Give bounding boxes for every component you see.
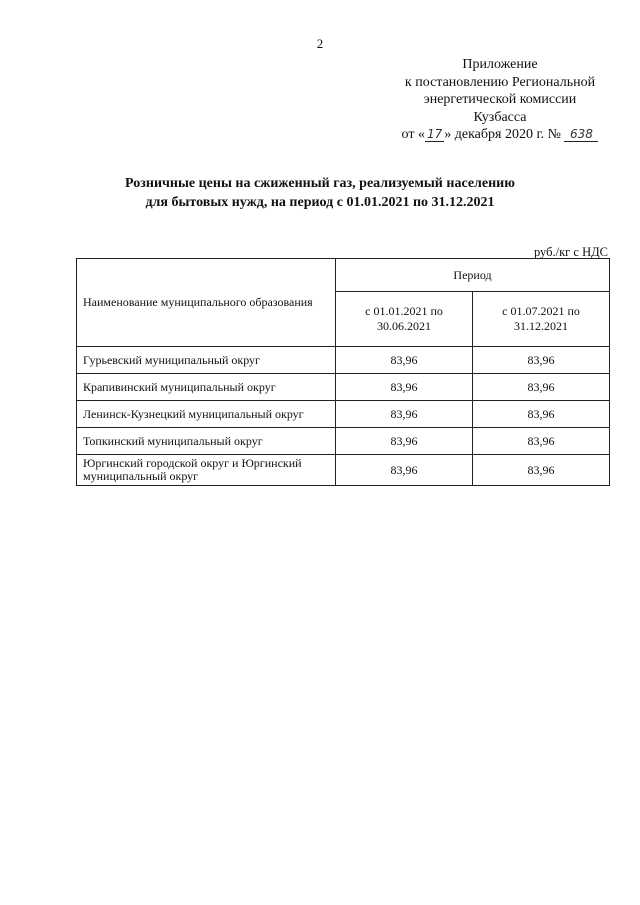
appendix-date-line [380,126,620,144]
row-name: Ленинск-Кузнецкий муниципальный округ [77,401,336,428]
page-number: 2 [316,36,324,51]
appendix-line-1: Приложение [462,57,538,72]
appendix-line-4: Кузбасса [473,109,527,125]
appendix-line-3: энергетической комиссии [423,92,577,107]
row-value-1: 83,96 [336,401,473,428]
header-period: Период [336,259,610,292]
row-value-2: 83,96 [473,347,610,374]
table-row [77,428,610,455]
table-header-row [77,259,610,292]
table-row [77,455,610,486]
handwritten-day: 17 [426,127,443,141]
handwritten-doc-number: 638 [564,128,598,142]
row-name: Юргинский городской округ и Юргинский муниципальный округ [77,455,336,486]
row-name: Топкинский муниципальный округ [77,428,336,455]
row-value-1: 83,96 [336,347,473,374]
table-row [77,374,610,401]
row-name: Крапивинский муниципальный округ [77,374,336,401]
header-period-1: с 01.01.2021 по 30.06.2021 [336,292,473,347]
units-label: руб./кг с НДС [533,245,608,259]
row-value-2: 83,96 [473,401,610,428]
table-row [77,347,610,374]
prices-table [76,258,610,486]
row-value-1: 83,96 [336,455,473,486]
row-value-2: 83,96 [473,455,610,486]
row-value-1: 83,96 [336,374,473,401]
table-row [77,401,610,428]
title-line-2: для бытовых нужд, на период с 01.01.2021 по 31.12.2021 [145,195,495,210]
row-name: Гурьевский муниципальный округ [77,347,336,374]
row-value-2: 83,96 [473,374,610,401]
row-value-2: 83,96 [473,428,610,455]
header-municipality: Наименование муниципального образования [77,259,336,347]
date-middle: » декабря 2020 г. № [444,127,561,142]
row-value-1: 83,96 [336,428,473,455]
document-title [0,174,640,212]
title-line-1: Розничные цены на сжиженный газ, реализуемый населению [125,176,515,191]
appendix-block [380,56,620,144]
header-period-2: с 01.07.2021 по 31.12.2021 [473,292,610,347]
appendix-line-2: к постановлению Региональной [404,74,596,90]
date-prefix: от « [401,127,425,142]
